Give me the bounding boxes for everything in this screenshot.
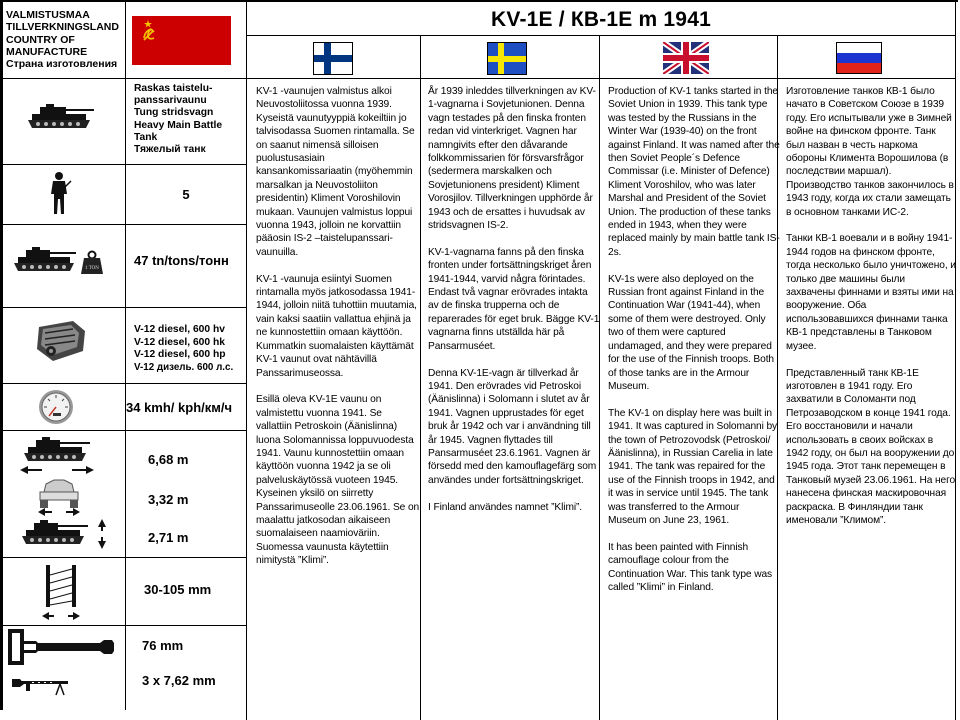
paragraph: KV-1 -vaunujen valmistus alkoi Neuvostoliitossa vuonna 1939. Kyseistä vaunutyyppiä kokeiltiin jo talvisodassa Suomen rintamalla. Se on saanut nimensä silloisen puolustusasiain kansankomissariaatin (myöhemmin marsalkan ja Neuvostoliiton presidentin) Kliment Voroshilovin mukaan. Vaunujen valmistus loppui vuonna 1943, jolloin ne korvattiin pääosin IS-2 –taistelupanssari-vaunuilla. xyxy=(256,86,415,258)
finland-flag-icon xyxy=(313,42,353,75)
paragraph: KV-1s were also deployed on the Russian front against Finland in the Continuation War (1941-44), when some of them were destroyed. Only two of them were captured undamaged, and they were prepared for the use of the Finnish troops. Both of those tanks are in the Armour Museum. xyxy=(608,273,774,392)
paragraph: KV-1-vagnarna fanns på den finska fronten under fortsättningskriget åren 1941-1944, varvid några förintades. Endast två vagnar erövrades intakta av de finska trupperna och de reparerades för eget bruk. Bägge KV-1 vagnarna finns utställda här på Pansarmuséet. xyxy=(428,246,600,352)
type-line: panssarivaunu xyxy=(134,95,207,107)
col-divider-fi xyxy=(420,35,421,720)
machine-guns-value: 3 x 7,62 mm xyxy=(142,673,216,688)
paragraph: KV-1 -vaunuja esiintyi Suomen rintamalla myös jatkosodassa 1941-1944, jolloin niitä tuhottiin muutamia, vain kaksi saatiin vallattua ehjinä ja ne kunnostettiin omaan käyttöön. Kummatkin suomalaisten käyttämät KV-1 vaunut ovat nähtävillä Panssarimuseossa. xyxy=(256,273,417,379)
description-russian xyxy=(786,85,956,541)
page-title: KV-1E / КВ-1E m 1941 xyxy=(491,8,711,31)
engine-spec xyxy=(134,324,246,374)
russia-flag-icon xyxy=(836,42,882,74)
label-line-ru: Страна изготовления xyxy=(6,58,118,71)
label-line-sv: TILLVERKNINGSLAND xyxy=(6,21,119,34)
row-divider xyxy=(0,557,247,558)
paragraph: Изготовление танков КВ-1 было начато в Советском Союзе в 1939 году. Его испытывали уже в Зимней войне на финском фронте. Танк был назван в честь наркома обороны Климента Ворошилова (в последствии маршал). Производство танков закончилось в 1943 году, когда их стали замещать в основном танками ИС-2. xyxy=(786,86,954,218)
engine-line: V-12 дизель. 600 л.с. xyxy=(134,361,234,373)
row-divider xyxy=(0,430,247,431)
cannon-icon xyxy=(8,629,116,667)
crew-count: 5 xyxy=(182,187,190,202)
weight-value: 47 tn/tons/тонн xyxy=(134,253,229,268)
engine-line: V-12 diesel, 600 hv xyxy=(134,324,226,335)
type-line: Тяжелый танк xyxy=(134,144,206,156)
engine-line: V-12 diesel, 600 hp xyxy=(134,349,226,360)
paragraph: Представленный танк КВ-1Е изготовлен в 1941 году. Его захватили в Соломанти под Петрозаводском в конце 1941 года. Его восстановили и начали использовать в своих войсках в 1942 году, он был на вооружении до 1945 года. Этот танк перемещен в Танковый музей 23.06.1961. На него нанесена финская маскировочная раскраска. В Финляндии танк именовали ”Климом”. xyxy=(786,367,956,526)
speedometer-icon xyxy=(38,389,74,425)
description-english xyxy=(608,85,780,608)
speed-value: 34 kmh/ kph/км/ч xyxy=(126,400,233,415)
tank-weight-icon xyxy=(12,244,104,274)
row-divider xyxy=(0,625,247,626)
col-divider-specs xyxy=(246,0,247,720)
paragraph: I Finland användes namnet ”Klimi”. xyxy=(428,501,583,513)
row-divider xyxy=(0,307,247,308)
label-line-en-2: MANUFACTURE xyxy=(6,45,88,58)
label-line-en-1: COUNTRY OF xyxy=(6,33,75,46)
paragraph: Denna KV-1E-vagn är tillverkad år 1941. Den erövrades vid Petroskoi (Äänislinna) i Solomann i slutet av år 1941. Vagnen upprustades för eget bruk år 1942 och var i användning till år 1945. Vagnen flyttades till Pansarmuséet 23.6.1961. Vagnen är försedd med den kamouflagefärg som användes under fortsättningskriget. xyxy=(428,367,597,486)
paragraph: Production of KV-1 tanks started in the Soviet Union in 1939. This tank type was tested by the Russians in the Winter War (1939-40) on the front against Finland. It was named after the then Soviet People´s Defence Commissar (i.e. Minister of Defence) Kliment Voroshilov, who was later Marshal and President of the Soviet Union. The production of these tanks ended in 1943, when they were replaced mainly by main battle tank IS-2s. xyxy=(608,86,780,258)
vehicle-type xyxy=(134,83,244,156)
col-divider-icons xyxy=(125,0,126,710)
armour-thickness-icon xyxy=(42,563,82,621)
row-divider xyxy=(0,164,247,165)
title-divider xyxy=(246,35,956,36)
engine-icon xyxy=(33,317,89,365)
tank-width-icon xyxy=(36,478,82,516)
machine-gun-icon xyxy=(10,675,70,697)
width-value: 3,32 m xyxy=(148,492,189,507)
soldier-icon xyxy=(50,172,72,216)
row-divider xyxy=(0,383,247,384)
country-of-manufacture-label xyxy=(6,9,126,70)
left-border xyxy=(0,0,3,710)
length-value: 6,68 m xyxy=(148,452,189,467)
paragraph: It has been painted with Finnish camouflage colour from the Continuation War. This tank type was called ”Klimi” in Finland. xyxy=(608,541,773,593)
type-line: Heavy Main Battle xyxy=(134,119,223,131)
ussr-flag-icon xyxy=(132,16,231,65)
paragraph: Танки КВ-1 воевали и в войну 1941-1944 годов на финском фронте, тогда несколько было уничтожено, и только две машины были захвачены финнами и взяты ими на вооружение. Оба использовавшихся финнами танка КВ-1 представлены в Танковом музее. xyxy=(786,233,956,352)
engine-line: V-12 diesel, 600 hk xyxy=(134,336,226,348)
row-divider xyxy=(0,224,247,225)
top-border xyxy=(0,0,958,2)
uk-flag-icon xyxy=(663,42,709,74)
type-line: Tung stridsvagn xyxy=(134,107,214,119)
paragraph: År 1939 inleddes tillverkningen av KV-1-vagnarna i Sovjetunionen. Denna vagn testades på den finska fronten redan vid vinterkriget. Vagnen har namngivits efter den dåvarande folkkommissarien för försvarsfrågor (sedermera marskalken och Sovjetunionens president) Kliment Vorosjilov. Tillverkningen upphörde år 1943 och de ersattes i huvudsak av stridsvagnen IS-2. xyxy=(428,86,596,232)
description-finnish xyxy=(256,85,420,581)
paragraph: The KV-1 on display here was built in 1941. It was captured in Solomanni by the town of Petrozovodsk (Petroskoi/Äänislinna), in Russian Carelia in late 1941. The tank was repaired for the use of the Finnish troops in 1942, and it was in service until 1945. The tank was transferred to the Armour Museum on June 23, 1961. xyxy=(608,407,778,526)
tank-height-icon xyxy=(18,517,110,551)
height-value: 2,71 m xyxy=(148,530,189,545)
sweden-flag-icon xyxy=(487,42,527,75)
type-line: Raskas taistelu- xyxy=(134,83,213,94)
svg-text:1 TON: 1 TON xyxy=(85,266,99,271)
tank-length-icon xyxy=(20,435,100,477)
tank-icon xyxy=(26,102,96,130)
description-swedish xyxy=(428,85,600,527)
paragraph: Esillä oleva KV-1E vaunu on valmistettu vuonna 1941. Se vallattiin Petroskoin (Äänislinna) luona Solomannissa loppuvuodesta 1941. Vaunu kunnostettiin omaan käyttöön vuonna 1942 ja se oli palveluskäytössä vuoteen 1945. Kyseinen yksilö on siirretty Panssarimuseolle 23.06.1961. Se on maalattu jatkosodan aikaiseen suomalaiseen naamioväriin. Suomessa vaunusta käytettiin nimitystä ”Klimi”. xyxy=(256,394,420,567)
armour-value: 30-105 mm xyxy=(144,582,212,597)
header-divider xyxy=(0,78,956,79)
main-gun-value: 76 mm xyxy=(142,638,184,653)
type-line: Tank xyxy=(134,131,158,143)
label-line-fi: VALMISTUSMAA xyxy=(6,9,90,21)
